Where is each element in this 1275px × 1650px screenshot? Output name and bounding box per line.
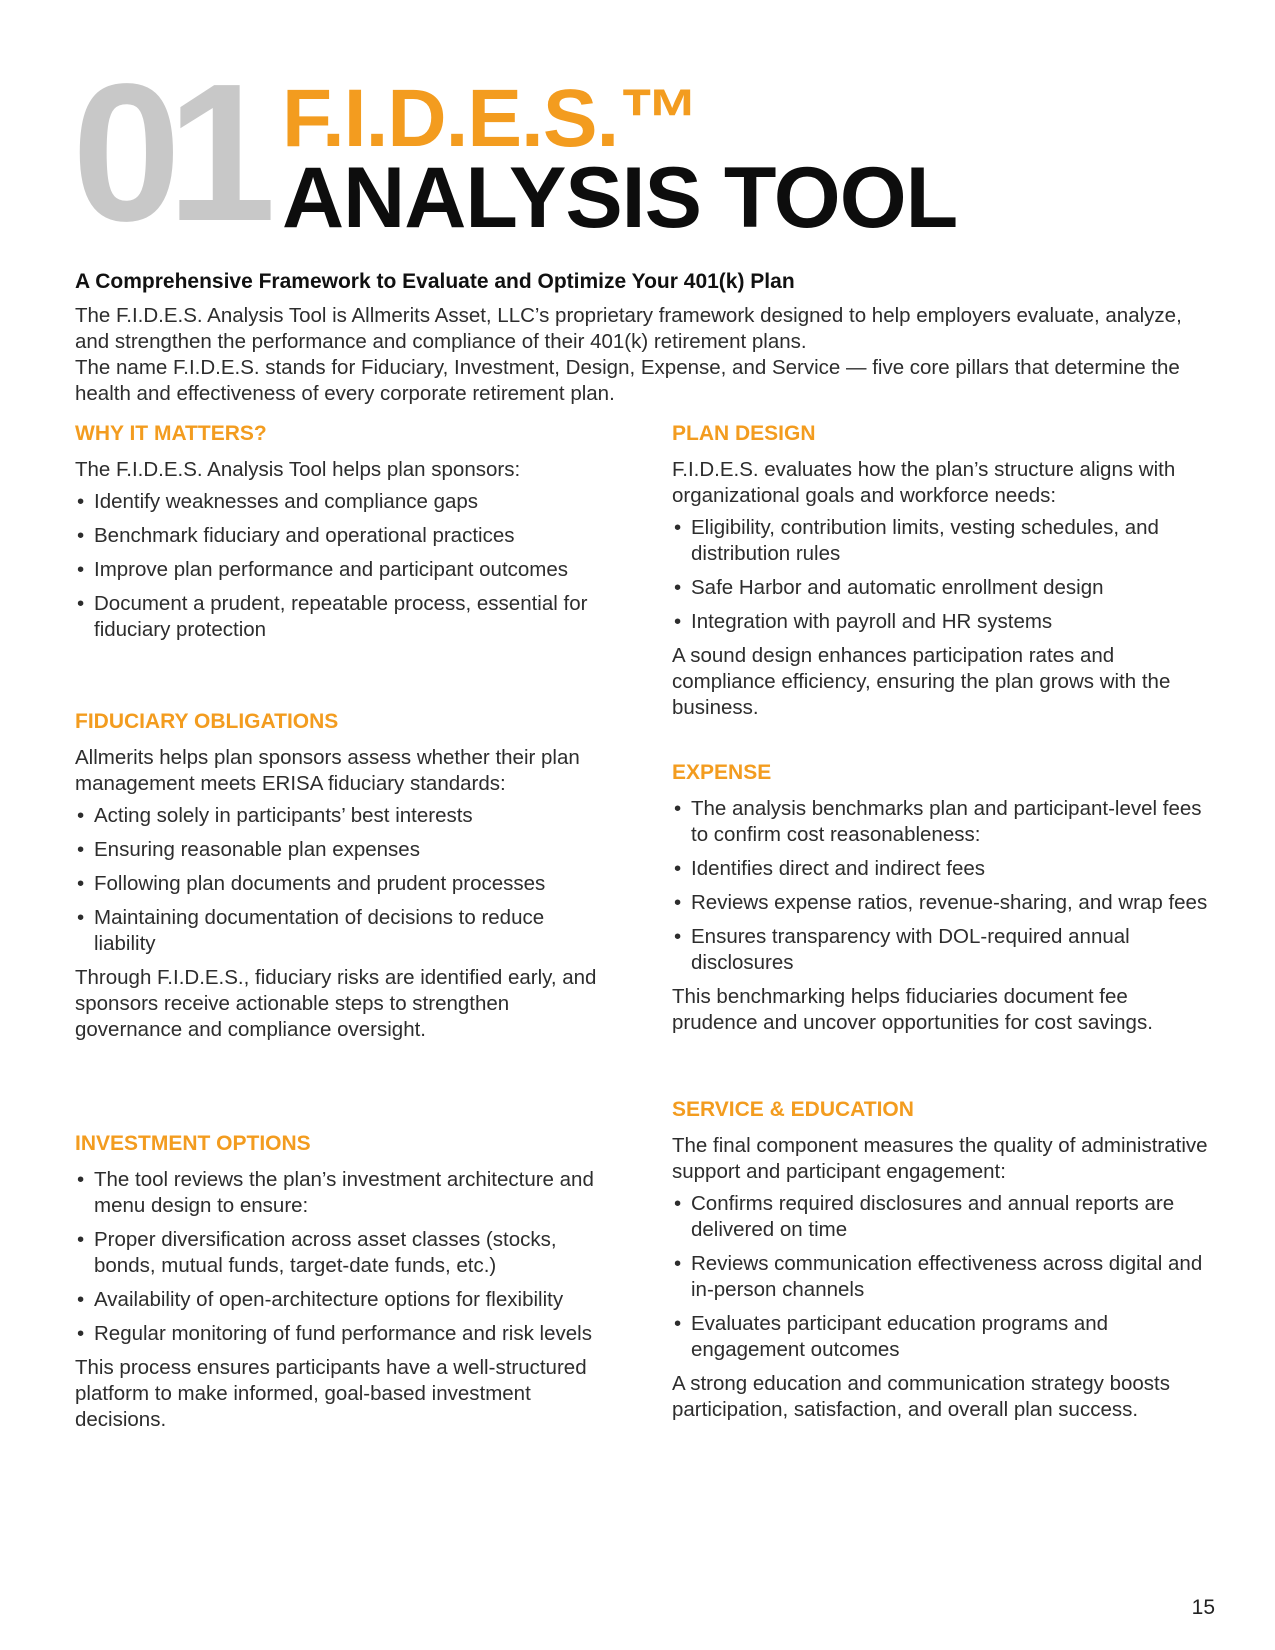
section-lead: Allmerits helps plan sponsors assess whether their plan management meets ERISA fiduciary standards: [75,746,580,795]
bullet-icon: • [77,906,85,929]
section-fiduciary-obligations [75,709,605,1043]
page-header [72,43,1212,262]
section-title: WHY IT MATTERS? [75,422,267,445]
bullet-icon: • [77,1168,85,1191]
bullet-icon: • [674,1312,682,1335]
section-lead: F.I.D.E.S. evaluates how the plan’s structure aligns with organizational goals and workforce needs: [672,458,1176,507]
list-item: • Regular monitoring of fund performance and risk levels [77,1322,592,1345]
list-item: • Ensuring reasonable plan expenses [77,838,420,861]
list-item: • Proper diversification across asset classes (stocks, bonds, mutual funds, target-date funds, etc.) [77,1228,557,1277]
bullet-icon: • [77,1322,85,1345]
bullet-icon: • [674,857,682,880]
section-closing: This benchmarking helps fiduciaries document fee prudence and uncover opportunities for cost savings. [672,985,1153,1034]
bullet-icon: • [674,610,682,633]
bullet-list [672,515,1212,635]
list-item: • The analysis benchmarks plan and participant-level fees to confirm cost reasonableness: [674,797,1202,846]
list-item: • Document a prudent, repeatable process, essential for fiduciary protection [77,592,588,641]
bullet-icon: • [77,558,85,581]
bullet-icon: • [77,804,85,827]
list-item: • Reviews communication effectiveness across digital and in-person channels [674,1252,1203,1301]
section-title: INVESTMENT OPTIONS [75,1132,311,1155]
list-item: • Improve plan performance and participant outcomes [77,558,569,581]
bullet-icon: • [674,1252,682,1275]
section-title: PLAN DESIGN [672,422,816,445]
bullet-icon: • [674,797,682,820]
bullet-icon: • [674,516,682,539]
list-item: • Availability of open-architecture options for flexibility [77,1288,564,1311]
intro-paragraph-2: The name F.I.D.E.S. stands for Fiduciary, Investment, Design, Expense, and Service — five core pillars that determine the health and effectiveness of every corporate retirement plan. [75,356,1180,405]
section-plan-design [672,421,1212,721]
bullet-list [75,803,605,957]
section-lead: The final component measures the quality of administrative support and participant engagement: [672,1134,1208,1183]
list-item: • Benchmark fiduciary and operational practices [77,524,515,547]
bullet-icon: • [674,1192,682,1215]
section-title: SERVICE & EDUCATION [672,1098,914,1121]
bullet-icon: • [77,524,85,547]
page-subtitle: A Comprehensive Framework to Evaluate and Optimize Your 401(k) Plan [75,270,795,293]
section-why-it-matters [75,421,605,651]
bullet-list [672,796,1212,976]
section-closing: A sound design enhances participation rates and compliance efficiency, ensuring the plan grows with the business. [672,644,1171,719]
list-item: • Identifies direct and indirect fees [674,857,985,880]
section-title: EXPENSE [672,761,772,784]
bullet-icon: • [77,838,85,861]
bullet-icon: • [674,576,682,599]
list-item: • Identify weaknesses and compliance gaps [77,490,479,513]
intro-paragraph-1: The F.I.D.E.S. Analysis Tool is Allmerits Asset, LLC’s proprietary framework designed to help employers evaluate, analyze, and strengthen the performance and compliance of their 401(k) retirement plans. [75,304,1182,353]
list-item: • Ensures transparency with DOL-required annual disclosures [674,925,1130,974]
bullet-list [75,1167,605,1347]
bullet-list [75,489,605,643]
section-expense [672,760,1212,1036]
bullet-list [672,1191,1212,1363]
page-title-brand: F.I.D.E.S.™ [282,73,700,164]
section-closing: Through F.I.D.E.S., fiduciary risks are identified early, and sponsors receive actionable steps to strengthen governance and compliance oversight. [75,966,597,1041]
list-item: • Eligibility, contribution limits, vesting schedules, and distribution rules [674,516,1159,565]
page-title-main: ANALYSIS TOOL [282,150,958,246]
list-item: • Following plan documents and prudent processes [77,872,546,895]
page-number: 15 [1191,1596,1215,1619]
section-lead: The F.I.D.E.S. Analysis Tool helps plan sponsors: [75,458,521,481]
bullet-icon: • [77,872,85,895]
bullet-icon: • [77,1288,85,1311]
list-item: • Safe Harbor and automatic enrollment design [674,576,1104,599]
section-investment-options [75,1131,605,1433]
list-item: • The tool reviews the plan’s investment architecture and menu design to ensure: [77,1168,594,1217]
bullet-icon: • [77,490,85,513]
list-item: • Integration with payroll and HR systems [674,610,1053,633]
section-service-education [672,1097,1212,1423]
list-item: • Evaluates participant education programs and engagement outcomes [674,1312,1109,1361]
bullet-icon: • [674,925,682,948]
section-closing: A strong education and communication strategy boosts participation, satisfaction, and overall plan success. [672,1372,1170,1421]
bullet-icon: • [674,891,682,914]
bullet-icon: • [77,592,85,615]
section-title: FIDUCIARY OBLIGATIONS [75,710,339,733]
section-number: 01 [72,43,263,262]
list-item: • Maintaining documentation of decisions to reduce liability [77,906,545,955]
list-item: • Reviews expense ratios, revenue-sharing, and wrap fees [674,891,1208,914]
list-item: • Confirms required disclosures and annual reports are delivered on time [674,1192,1175,1241]
bullet-icon: • [77,1228,85,1251]
list-item: • Acting solely in participants’ best interests [77,804,473,827]
section-closing: This process ensures participants have a well-structured platform to make informed, goal-based investment decisions. [75,1356,587,1431]
intro-block [75,303,1195,407]
